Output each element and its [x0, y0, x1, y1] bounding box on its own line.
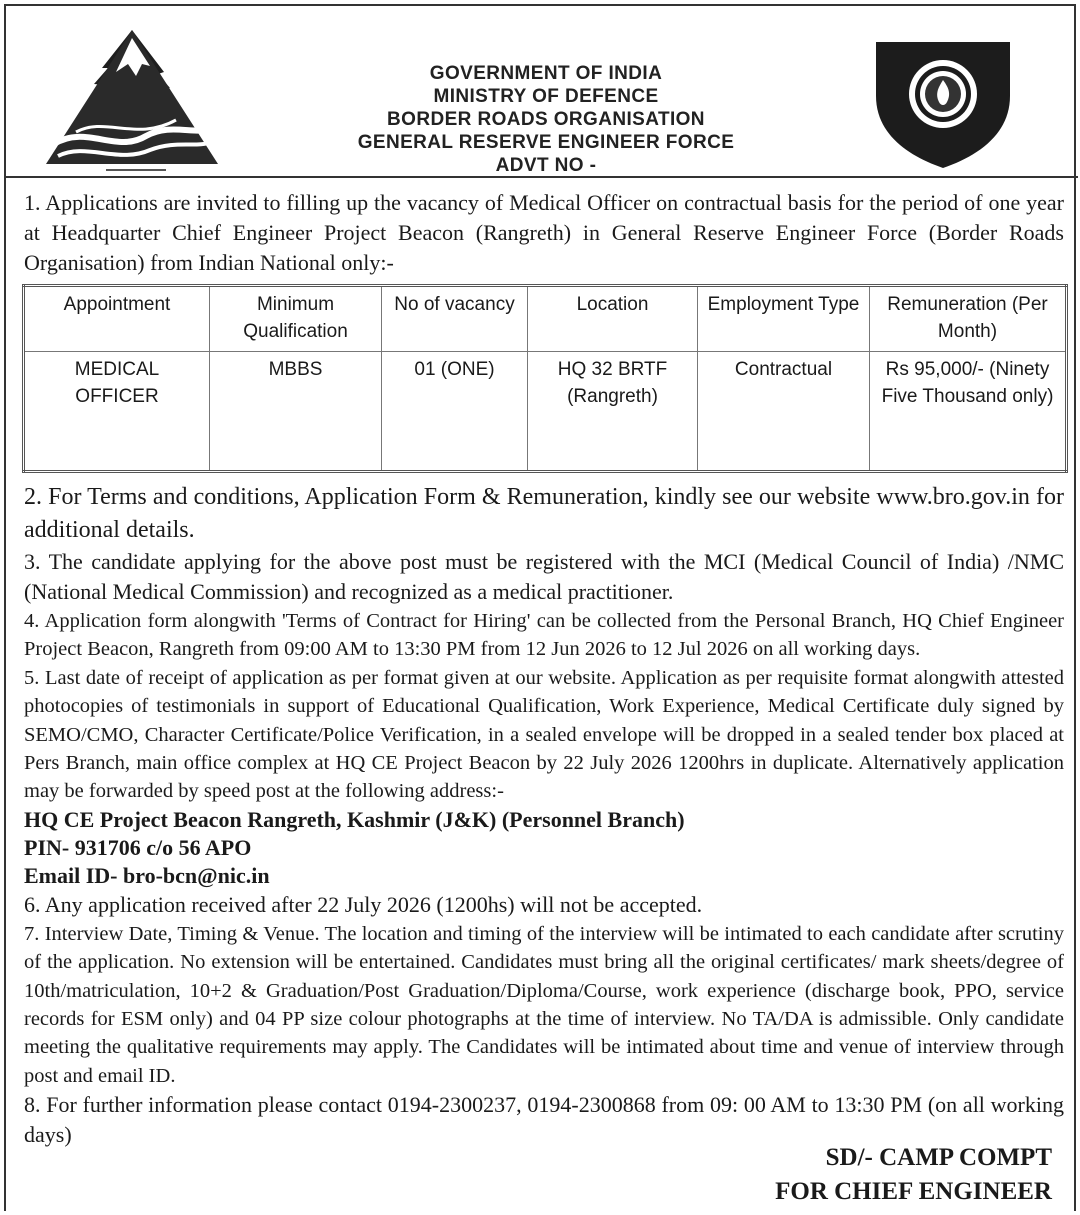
mountain-emblem-logo: [46, 24, 218, 174]
paragraph-1: 1. Applications are invited to filling up the vacancy of Medical Officer on contractual basis for the period of one year at Headquarter Chief Engineer Project Beacon (Rangreth) in General Reserve Engineer Force (Border Roads Organisation) from Indian National only:-: [24, 190, 1064, 275]
signature-line-camp-compt: SD/- CAMP COMPT: [825, 1144, 1052, 1171]
signature-block: [775, 1141, 1052, 1209]
column-header-location: Location: [528, 286, 698, 352]
advertisement-body: [24, 188, 1064, 1150]
column-header-qualification: Minimum Qualification: [210, 286, 382, 352]
cell-remuneration: Rs 95,000/- (Ninety Five Thousand only): [870, 352, 1067, 472]
shield-emblem-logo: [868, 36, 1018, 170]
cell-employment-type: Contractual: [698, 352, 870, 472]
paragraph-7: 7. Interview Date, Timing & Venue. The location and timing of the interview will be intimated to each candidate after scrutiny of the application. No extension will be entertained. Candidates must bring all the original certificates/ mark sheets/degree of 10th/matriculation, 10+2 & Graduation/Post Graduation/Diploma/Course, work experience (discharge book, PPO, service records for ESM only) and 04 PP size colour photographs at the time of interview. No TA/DA is admissible. Only candidate meeting the qualitative requirements may apply. The Candidates will be intimated about time and venue of interview through post and email ID.: [24, 922, 1064, 1087]
cell-location: HQ 32 BRTF (Rangreth): [528, 352, 698, 472]
advertisement-header: [6, 6, 1078, 178]
paragraph-6: 6. Any application received after 22 July 2026 (1200hs) will not be accepted.: [24, 891, 703, 917]
vacancy-table: [22, 284, 1068, 473]
column-header-appointment: Appointment: [24, 286, 210, 352]
address-line-office: HQ CE Project Beacon Rangreth, Kashmir (J&K) (Personnel Branch): [24, 806, 685, 832]
header-title-block: [286, 62, 806, 177]
cell-qualification: MBBS: [210, 352, 382, 472]
header-line-government: GOVERNMENT OF INDIA: [429, 63, 663, 84]
paragraph-8: 8. For further information please contact 0194-2300237, 0194-2300868 from 09: 00 AM to 13:30 PM (on all working days): [24, 1092, 1064, 1148]
table-row: [24, 352, 1067, 472]
column-header-vacancy: No of vacancy: [382, 286, 528, 352]
paragraph-2: 2. For Terms and conditions, Application Form & Remuneration, kindly see our website www.bro.gov.in for additional details.: [24, 484, 1064, 543]
header-line-advt-no: ADVT NO -: [495, 155, 597, 176]
header-line-organisation: BORDER ROADS ORGANISATION: [387, 109, 705, 130]
header-line-ministry: MINISTRY OF DEFENCE: [433, 86, 659, 107]
cell-appointment: MEDICAL OFFICER: [24, 352, 210, 472]
cell-vacancy: 01 (ONE): [382, 352, 528, 472]
header-line-force: GENERAL RESERVE ENGINEER FORCE: [357, 132, 735, 153]
paragraph-3: 3. The candidate applying for the above post must be registered with the MCI (Medical Council of India) /NMC (National Medical Commission) and recognized as a medical practitioner.: [24, 549, 1064, 604]
paragraph-4: 4. Application form alongwith 'Terms of Contract for Hiring' can be collected from the Personal Branch, HQ Chief Engineer Project Beacon, Rangreth from 09:00 AM to 13:30 PM from 12 Jun 2026 to 12 Jul 2026 on all working days.: [24, 610, 1064, 661]
column-header-remuneration: Remuneration (Per Month): [870, 286, 1067, 352]
table-header-row: [24, 286, 1067, 352]
address-line-email: Email ID- bro-bcn@nic.in: [24, 862, 270, 888]
column-header-employment-type: Employment Type: [698, 286, 870, 352]
signature-line-chief-engineer: FOR CHIEF ENGINEER: [775, 1178, 1052, 1205]
address-line-pin: PIN- 931706 c/o 56 APO: [24, 834, 252, 860]
paragraph-5: 5. Last date of receipt of application as per format given at our website. Application as per requisite format alongwith attested photocopies of testimonials in support of Educational Qualification, Work Experience, Medical Certificate duly signed by SEMO/CMO, Character Certificate/Police Verification, in a sealed envelope will be dropped in a sealed tender box placed at Pers Branch, main office complex at HQ CE Project Beacon by 22 July 2026 1200hrs in duplicate. Alternatively application may be forwarded by speed post at the following address:-: [24, 666, 1064, 803]
advertisement-page: [4, 4, 1076, 1211]
